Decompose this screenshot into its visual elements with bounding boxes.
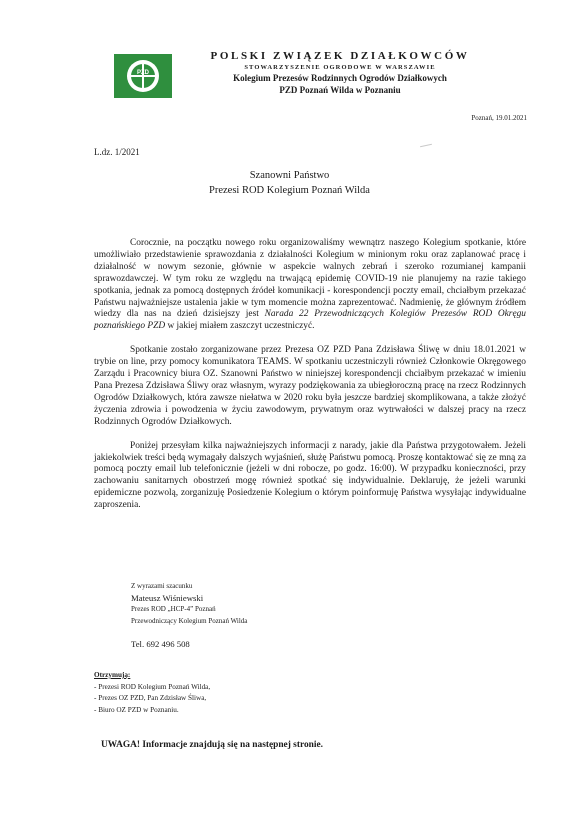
salutation-line2: Prezesi ROD Kolegium Poznań Wilda: [209, 185, 370, 196]
letter-date: Poznań, 19.01.2021: [471, 114, 527, 122]
phone-number: Tel. 692 496 508: [131, 638, 190, 649]
paragraph-1: [94, 238, 526, 333]
closing-phrase: Z wyrazami szacunku: [131, 582, 193, 590]
signature-block: [131, 581, 247, 651]
salutation-line1: Szanowni Państwo: [249, 170, 330, 181]
reference-number: L.dz. 1/2021: [94, 147, 140, 157]
warning-note: UWAGA! Informacje znajdują się na następnej stronie.: [101, 740, 323, 750]
recipients-heading: Otrzymują:: [94, 671, 131, 679]
paragraph-1-text: Corocznie, na początku nowego roku organizowaliśmy wewnątrz naszego Kolegium spotkanie, które umożliwiało przedstawienie sprawozdania z działalności Kolegium w minionym roku oraz zaplanować pracę i działalność w nowym sezonie, głównie w aspekcie walnych zebrań i szeroko rozumianej kampanii sprawozdawczej. W tym roku ze względu na trwającą epidemię COVID-19 nie planujemy na razie takiego spotkania, jednak za pomocą dostępnych źródeł komunikacji - korespondencji poczty email, chciałbym przekazać Państwu najważniejsze ustalenia jakie w tym momencie można zaprezentować. Nadmienię, że głównym źródłem wiedzy dla nas na dzień dzisiejszy jest: [94, 238, 526, 320]
letterhead-college: Kolegium Prezesów Rodzinnych Ogrodów Działkowych: [233, 72, 447, 83]
paragraph-2: Spotkanie zostało zorganizowane przez Prezesa OZ PZD Pana Zdzisława Śliwę w dniu 18.01.2021 w trybie on line, przy pomocy komunikatora TEAMS. W spotkaniu uczestniczyli również Członkowie Okręgowego Zarządu i Pracownicy biura OZ. Szanowni Państwo w niniejszej korespondencji chciałbym przekazać w imieniu Pana Prezesa Zdzisława Śliwy oraz własnym, wyrazy podziękowania za ubiegłoroczną pracę na rzecz Rodzinnych Ogrodów Działkowych, która zawsze niełatwa w 2020 roku była jeszcze bardziej skomplikowana, a także złożyć życzenia zdrowia i powodzenia w życiu zawodowym, prywatnym oraz wytrwałości w dalszej pracy na rzecz Rodzinnych Ogrodów Działkowych.: [94, 345, 526, 427]
pen-mark: [420, 144, 432, 147]
paragraph-3: Poniżej przesyłam kilka najważniejszych informacji z narady, jakie dla Państwa przygotowałem. Jeżeli jakiekolwiek treści będą wymagały dalszych wyjaśnień, służę Państwu pomocą. Proszę kontaktować się ze mną za pomocą poczty email lub telefonicznie (jeżeli w dni robocze, po godz. 16:00). W przypadku konieczności, przy zachowaniu sanitarnych obostrzeń mogę również spotkać się indywidualnie. Deklaruję, że jeżeli warunki epidemiczne pozwolą, zorganizuję Posiedzenie Kolegium o którym poinformuję Państwa wysyłając indywidualne zaproszenia.: [94, 440, 526, 511]
paragraph-1-end: w jakiej miałem zaszczyt uczestniczyć.: [165, 321, 315, 332]
letterhead-location: PZD Poznań Wilda w Poznaniu: [279, 84, 401, 95]
letterhead-org: POLSKI ZWIĄZEK DZIAŁKOWCÓW: [210, 50, 470, 62]
salutation: [0, 168, 579, 198]
recipient-item: - Prezes OZ PZD, Pan Zdzisław Śliwa,: [94, 694, 207, 702]
letter-body: [94, 238, 526, 524]
letterhead: [190, 51, 490, 95]
signatory-role-1: Prezes ROD „HCP-4” Poznań: [131, 605, 216, 614]
letterhead-association: STOWARZYSZENIE OGRODOWE W WARSZAWIE: [244, 64, 436, 71]
recipient-item: - Prezesi ROD Kolegium Poznań Wilda,: [94, 682, 211, 691]
pzd-logo: [114, 54, 172, 98]
paragraph-1-italic: Narada 22 Przewodniczących Kolegiów Prezesów ROD Okręgu poznańskiego PZD: [94, 309, 526, 332]
signatory-name: Mateusz Wiśniewski: [131, 592, 204, 603]
signatory-role-2: Przewodniczący Kolegium Poznań Wilda: [131, 617, 248, 626]
recipient-item: - Biuro OZ PZD w Poznaniu.: [94, 705, 179, 714]
recipients-list: [94, 670, 210, 716]
logo-text: PZD: [137, 70, 149, 76]
